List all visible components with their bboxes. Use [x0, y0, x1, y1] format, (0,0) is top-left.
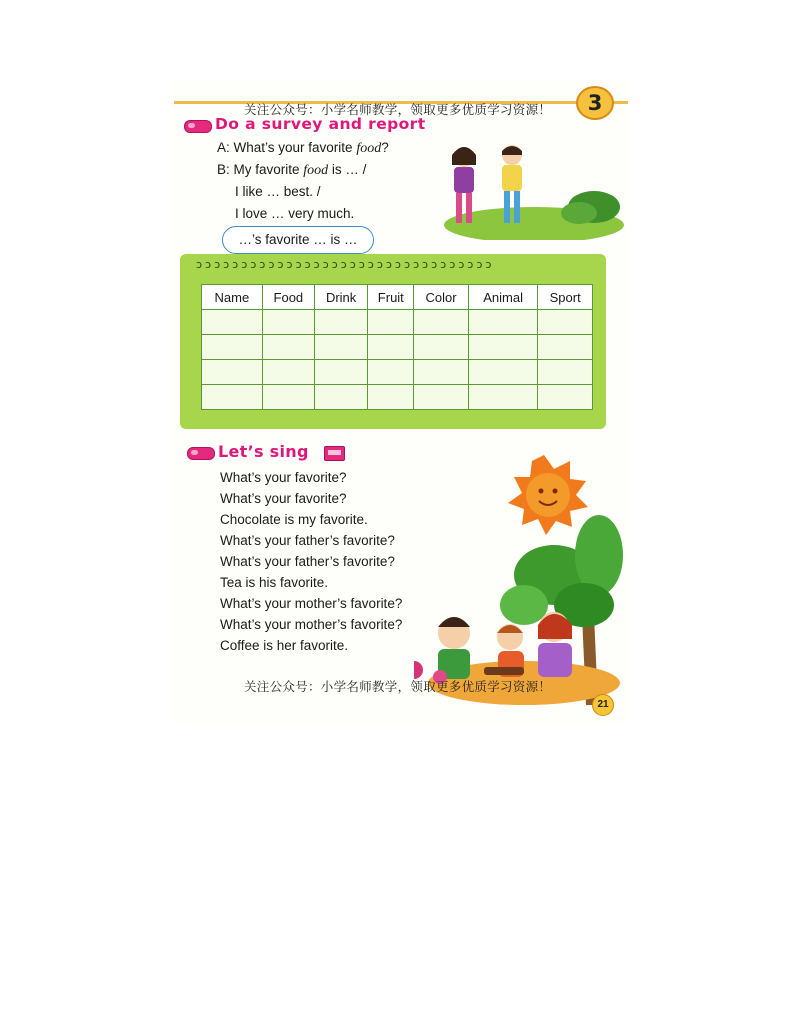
dialog-line-c: I like … best. /	[235, 184, 321, 199]
table-cell	[314, 335, 367, 360]
table-cell	[538, 385, 593, 410]
dialog-b-suffix: is … /	[328, 162, 367, 177]
table-cell	[368, 385, 414, 410]
song-line: What’s your favorite?	[220, 491, 347, 506]
song-line: Chocolate is my favorite.	[220, 512, 368, 527]
table-cell	[262, 335, 314, 360]
song-line: What’s your father’s favorite?	[220, 533, 395, 548]
watermark-top: 关注公众号：小学名师教学，领取更多优质学习资源！	[244, 102, 552, 117]
song-title: Let’s sing	[218, 442, 309, 461]
song-line: What’s your mother’s favorite?	[220, 617, 403, 632]
table-cell	[202, 335, 263, 360]
dialog-a-emphasis: food	[356, 141, 382, 156]
table-cell	[468, 335, 537, 360]
cassette-icon	[324, 446, 345, 461]
survey-title: Do a survey and report	[215, 115, 426, 133]
table-row	[202, 335, 593, 360]
sun-icon	[508, 455, 588, 535]
column-header: Animal	[468, 285, 537, 310]
table-cell	[314, 360, 367, 385]
unit-badge: 3	[576, 86, 614, 120]
family-members	[438, 612, 572, 679]
column-header: Name	[202, 285, 263, 310]
table-cell	[414, 385, 469, 410]
dialog-a-suffix: ?	[381, 140, 389, 155]
song-line: What’s your favorite?	[220, 470, 347, 485]
table-cell	[314, 310, 367, 335]
table-cell	[262, 385, 314, 410]
pill-icon	[187, 447, 215, 460]
page-number: 21	[592, 694, 614, 716]
table-cell	[202, 385, 263, 410]
table-cell	[468, 310, 537, 335]
song-line: What’s your mother’s favorite?	[220, 596, 403, 611]
table-cell	[202, 310, 263, 335]
table-cell	[368, 335, 414, 360]
table-cell	[202, 360, 263, 385]
dialog-line-d: I love … very much.	[235, 206, 355, 221]
table-cell	[538, 335, 593, 360]
dialog-line-a	[217, 140, 389, 157]
watermark-bottom: 关注公众号：小学名师教学，领取更多优质学习资源！	[244, 679, 552, 694]
table-row	[202, 310, 593, 335]
table-cell	[414, 335, 469, 360]
column-header: Color	[414, 285, 469, 310]
table-cell	[314, 385, 367, 410]
table-header-row	[202, 285, 593, 310]
table-cell	[538, 360, 593, 385]
column-header: Fruit	[368, 285, 414, 310]
girl-figure	[452, 147, 476, 223]
table-cell	[414, 310, 469, 335]
table-cell	[262, 360, 314, 385]
table-cell	[262, 310, 314, 335]
dialog-line-b	[217, 162, 366, 179]
table-row	[202, 385, 593, 410]
table-row	[202, 360, 593, 385]
song-line: Tea is his favorite.	[220, 575, 329, 590]
dialog-b-prefix: B: My favorite	[217, 162, 304, 177]
table-cell	[368, 310, 414, 335]
column-header: Sport	[538, 285, 593, 310]
table-cell	[468, 385, 537, 410]
survey-table	[201, 284, 593, 410]
dialog-a-prefix: A: What’s your favorite	[217, 140, 357, 155]
table-cell	[414, 360, 469, 385]
table-cell	[538, 310, 593, 335]
column-header: Food	[262, 285, 314, 310]
table-cell	[368, 360, 414, 385]
song-line: Coffee is her favorite.	[220, 638, 349, 653]
textbook-page	[174, 80, 628, 723]
song-line: What’s your father’s favorite?	[220, 554, 395, 569]
table-cell	[468, 360, 537, 385]
speech-bubble: …’s favorite … is …	[222, 226, 374, 254]
family-picnic-illustration	[414, 455, 624, 710]
column-header: Drink	[314, 285, 367, 310]
spiral-binding: ɔɔɔɔɔɔɔɔɔɔɔɔɔɔɔɔɔɔɔɔɔɔɔɔɔɔɔɔɔɔɔɔɔ	[196, 258, 495, 271]
dialog-b-emphasis: food	[303, 163, 329, 178]
children-talking-illustration	[424, 135, 624, 240]
pill-icon	[184, 120, 212, 133]
